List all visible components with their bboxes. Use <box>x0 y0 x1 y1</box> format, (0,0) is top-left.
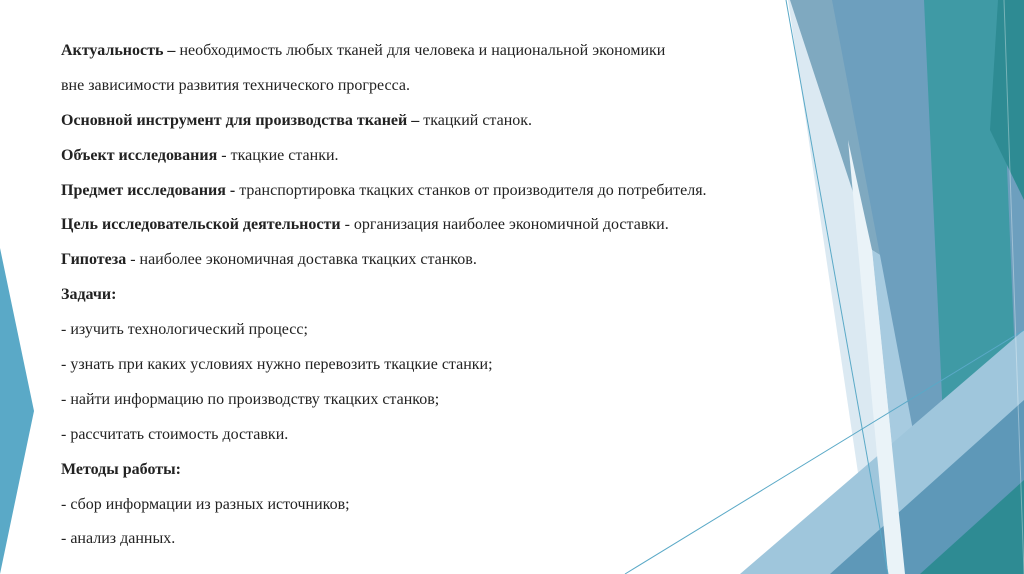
text-line-main-tool: Основной инструмент для производства тканей – ткацкий станок. <box>61 111 533 129</box>
list-item-task-4: - рассчитать стоимость доставки. <box>61 425 289 443</box>
text-line-goal: Цель исследовательской деятельности - организация наиболее экономичной доставки. <box>61 216 669 234</box>
list-item-task-3: - найти информацию по производству ткацких станков; <box>61 390 440 408</box>
left-accent-triangle <box>0 248 34 574</box>
text-line-hypothesis: Гипотеза - наиболее экономичная доставка ткацких станков. <box>61 251 477 269</box>
text-line-tasks-heading: Задачи: <box>61 286 117 304</box>
slide-text <box>61 41 841 564</box>
list-item-task-2: - узнать при каких условиях нужно перевозить ткацкие станки; <box>61 356 493 374</box>
text-line-subject: Предмет исследования - транспортировка ткацких станков от производителя до потребителя. <box>61 181 707 199</box>
list-item-method-2: - анализ данных. <box>61 530 176 548</box>
text-line-methods-heading: Методы работы: <box>61 460 181 478</box>
text-line-relevance-cont: вне зависимости развития технического прогресса. <box>61 76 410 94</box>
list-item-method-1: - сбор информации из разных источников; <box>61 495 350 513</box>
text-line-relevance: Актуальность – необходимость любых тканей для человека и национальной экономики <box>61 42 666 59</box>
list-item-task-1: - изучить технологический процесс; <box>61 321 308 339</box>
text-line-object: Объект исследования - ткацкие станки. <box>61 146 339 164</box>
